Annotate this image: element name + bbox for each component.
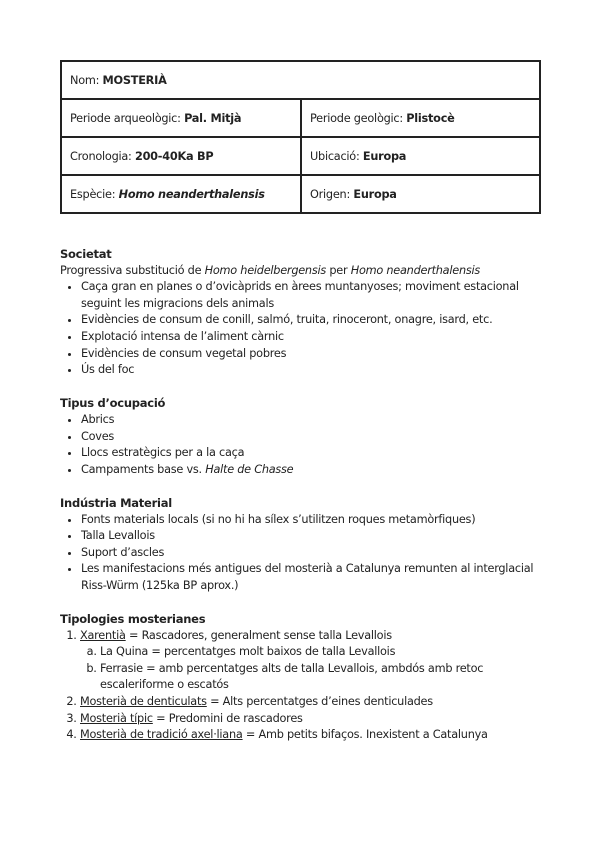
list-item: • Llocs estratègics per a la caça xyxy=(81,445,540,462)
list-item: • Talla Levallois xyxy=(81,528,540,545)
chronology-cell xyxy=(61,137,301,175)
list-item: • Evidències de consum de conill, salmó, truita, rinoceront, onagre, isard, etc. xyxy=(81,312,540,329)
text: = Alts percentatges d’eines denticulades xyxy=(206,695,433,709)
species-cell xyxy=(61,175,301,213)
text: Halte de Chasse xyxy=(205,462,294,476)
list-item: • Abrics xyxy=(81,412,540,429)
list-item: • Evidències de consum vegetal pobres xyxy=(81,346,540,363)
section-heading: Tipus d’ocupació xyxy=(60,396,166,411)
section-heading: Societat xyxy=(60,247,112,261)
list-item: b. Ferrasie = amb percentatges alts de talla Levallois, ambdós amb retoc escaleriforme o escatós xyxy=(100,661,540,694)
intro-text xyxy=(60,263,540,280)
tipologies-list xyxy=(60,628,540,744)
ocupacio-list xyxy=(60,412,540,478)
list-item: • Les manifestacions més antigues del mosterià a Catalunya remunten al interglacial Riss-Würm (125ka BP aprox.) xyxy=(81,561,540,594)
list-item xyxy=(80,628,540,694)
text: Progressiva substitució de xyxy=(60,263,205,277)
list-item xyxy=(80,711,540,728)
list-item xyxy=(80,694,540,711)
origin-cell xyxy=(301,175,540,213)
list-item: • Ús del foc xyxy=(81,362,540,379)
text: per xyxy=(326,263,351,277)
label: Origen: xyxy=(310,187,351,201)
geological-period-cell xyxy=(301,99,540,137)
text: Homo heidelbergensis xyxy=(204,263,327,277)
term: Mosterià de tradició axel·liana xyxy=(80,728,243,742)
text: = Predomini de rascadores xyxy=(152,711,303,725)
summary-table xyxy=(60,60,541,214)
list-item: • Suport d’ascles xyxy=(81,545,540,562)
label: Periode geològic: xyxy=(310,111,403,125)
label: Periode arqueològic: xyxy=(70,111,181,125)
archaeological-period-cell xyxy=(61,99,301,137)
value: Europa xyxy=(362,149,407,163)
list-item: • Coves xyxy=(81,429,540,446)
list-item: • Fonts materials locals (si no hi ha sílex s’utilitzen roques metamòrfiques) xyxy=(81,512,540,529)
text: = Rascadores, generalment sense talla Levallois xyxy=(125,628,392,642)
list-item: a. La Quina = percentatges molt baixos de talla Levallois xyxy=(100,644,540,661)
label: Ubicació: xyxy=(310,149,360,163)
value: Plistocè xyxy=(406,111,455,125)
location-cell xyxy=(301,137,540,175)
societat-list xyxy=(60,279,540,379)
term: Mosterià típic xyxy=(80,711,153,725)
label: Nom: xyxy=(70,73,100,87)
list-item xyxy=(80,727,540,744)
text: Campaments base vs. xyxy=(81,462,206,476)
list-item: • Explotació intensa de l’aliment càrnic xyxy=(81,329,540,346)
value: Pal. Mitjà xyxy=(184,111,242,125)
sub-list xyxy=(80,644,540,694)
value: 200-40Ka BP xyxy=(134,149,214,163)
section-heading: Indústria Material xyxy=(60,495,172,510)
label: Espècie: xyxy=(70,187,116,201)
value: MOSTERIÀ xyxy=(102,73,167,87)
name-cell xyxy=(61,61,540,99)
term: Xarentià xyxy=(80,628,126,642)
term: Mosterià de denticulats xyxy=(80,695,207,709)
text: = Amb petits bifaços. Inexistent a Catalunya xyxy=(242,728,488,742)
section-heading: Tipologies mosterianes xyxy=(60,612,206,627)
document-body xyxy=(60,246,540,744)
list-item: • Caça gran en planes o d’ovicàprids en àrees muntanyoses; moviment estacional seguint les migracions dels animals xyxy=(81,279,540,312)
industria-list xyxy=(60,512,540,595)
text: Homo neanderthalensis xyxy=(350,263,481,277)
value: Homo neanderthalensis xyxy=(118,187,265,201)
label: Cronologia: xyxy=(70,149,132,163)
value: Europa xyxy=(353,187,397,201)
list-item xyxy=(81,462,540,479)
